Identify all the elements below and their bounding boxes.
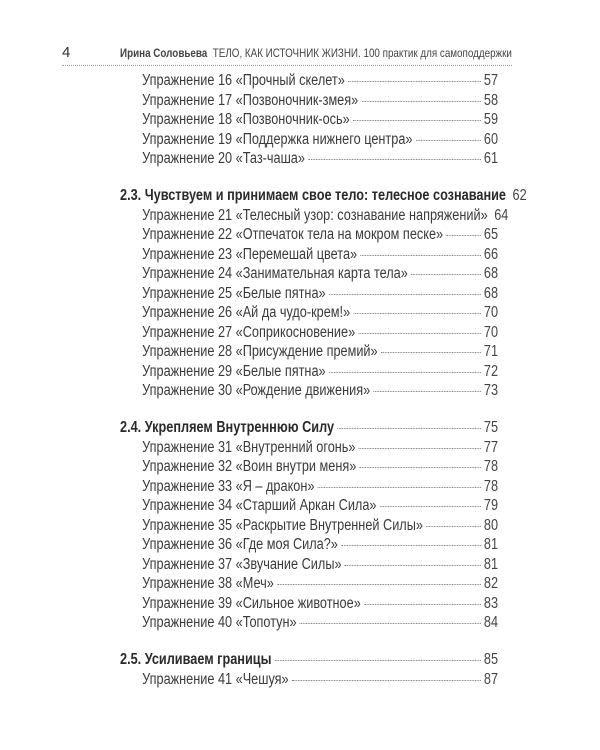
entry-page-number: 78	[483, 477, 499, 495]
toc-exercise-entry[interactable]	[120, 614, 498, 634]
entry-title: Упражнение 28 «Присуждение премий»	[142, 343, 378, 360]
entry-title: Упражнение 30 «Рождение движения»	[142, 382, 371, 399]
entry-title: Упражнение 20 «Таз-чаша»	[142, 150, 305, 167]
entry-page-number: 71	[483, 343, 499, 360]
dot-leader	[292, 680, 481, 681]
entry-title: Упражнение 32 «Воин внутри меня»	[142, 458, 357, 475]
toc-exercise-entry[interactable]	[120, 458, 498, 478]
entry-title: Упражнение 26 «Ай да чудо-крем!»	[142, 304, 351, 321]
toc-exercise-entry[interactable]	[120, 131, 498, 151]
entry-page-number: 85	[483, 651, 499, 668]
entry-title: Упражнение 40 «Топотун»	[142, 614, 297, 631]
entry-title: Упражнение 35 «Раскрытие Внутренней Силы»	[142, 516, 423, 534]
entry-page-number: 80	[483, 516, 499, 534]
toc-exercise-entry[interactable]	[120, 439, 498, 459]
dot-leader	[380, 506, 481, 507]
dot-leader	[426, 526, 480, 527]
entry-page-number: 68	[483, 284, 499, 302]
dot-leader	[361, 101, 480, 102]
book-title: ТЕЛО, КАК ИСТОЧНИК ЖИЗНИ. 100 практик для самоподдержки	[212, 46, 512, 60]
dot-leader	[416, 140, 481, 141]
entry-title: Упражнение 18 «Позвоночник-ось»	[142, 111, 350, 128]
toc-exercise-entry[interactable]	[120, 363, 498, 383]
toc-exercise-entry[interactable]	[120, 111, 498, 131]
entry-page-number: 68	[483, 265, 499, 282]
entry-title: 2.4. Укрепляем Внутреннюю Силу	[120, 419, 335, 436]
entry-page-number: 62	[512, 187, 527, 204]
dot-leader	[360, 255, 480, 256]
dot-leader	[353, 120, 481, 121]
entry-title: Упражнение 41 «Чешуя»	[142, 670, 289, 688]
toc-exercise-entry[interactable]	[120, 150, 498, 170]
entry-page-number: 70	[483, 304, 499, 321]
section-spacer	[120, 634, 498, 652]
dot-leader	[348, 81, 481, 82]
entry-title: Упражнение 29 «Белые пятна»	[142, 362, 326, 380]
toc-exercise-entry[interactable]	[120, 556, 498, 576]
dot-leader	[353, 313, 480, 314]
toc-section-entry[interactable]	[120, 651, 498, 671]
section-spacer	[120, 402, 498, 420]
entry-title: Упражнение 31 «Внутренний огонь»	[142, 438, 356, 456]
toc-exercise-entry[interactable]	[120, 517, 498, 537]
dot-leader	[345, 565, 481, 566]
entry-page-number: 77	[483, 438, 499, 456]
entry-title: Упражнение 17 «Позвоночник-змея»	[142, 91, 359, 109]
toc-section-entry[interactable]	[120, 419, 498, 439]
toc-exercise-entry[interactable]	[120, 595, 498, 615]
toc-exercise-entry[interactable]	[120, 382, 498, 402]
dot-leader	[359, 448, 481, 449]
entry-page-number: 73	[483, 382, 499, 399]
entry-title: 2.5. Усиливаем границы	[120, 651, 272, 668]
entry-title: Упражнение 27 «Соприкосновение»	[142, 323, 356, 341]
dot-leader	[300, 623, 481, 624]
entry-title: Упражнение 24 «Занимательная карта тела»	[142, 265, 408, 282]
entry-title: Упражнение 36 «Где моя Сила?»	[142, 536, 338, 553]
dot-leader	[329, 294, 481, 295]
entry-title: Упражнение 34 «Старший Аркан Сила»	[142, 497, 377, 514]
entry-page-number: 78	[483, 458, 499, 475]
entry-page-number: 65	[483, 226, 499, 243]
section-spacer	[120, 170, 498, 188]
dot-leader	[358, 333, 480, 334]
toc-exercise-entry[interactable]	[120, 478, 498, 498]
entry-page-number: 82	[483, 575, 499, 592]
toc-exercise-entry[interactable]	[120, 671, 498, 691]
toc-exercise-entry[interactable]	[120, 92, 498, 112]
toc-exercise-entry[interactable]	[120, 265, 498, 285]
entry-page-number: 72	[483, 362, 499, 380]
entry-page-number: 81	[483, 536, 499, 553]
header-divider	[62, 65, 512, 66]
toc-exercise-entry[interactable]	[120, 226, 498, 246]
dot-leader	[446, 235, 480, 236]
dot-leader	[360, 467, 481, 468]
entry-page-number: 75	[483, 419, 499, 436]
toc-exercise-entry[interactable]	[120, 575, 498, 595]
entry-page-number: 84	[483, 614, 499, 631]
toc-section-entry[interactable]	[120, 187, 527, 207]
entry-page-number: 64	[494, 206, 509, 224]
toc-exercise-entry[interactable]	[120, 246, 498, 266]
dot-leader	[337, 428, 480, 429]
toc-exercise-entry[interactable]	[120, 536, 498, 556]
page-number: 4	[62, 44, 71, 61]
dot-leader	[318, 487, 481, 488]
entry-page-number: 59	[483, 111, 499, 128]
entry-title: Упражнение 38 «Меч»	[142, 575, 274, 592]
dot-leader	[341, 545, 480, 546]
toc-exercise-entry[interactable]	[120, 343, 498, 363]
toc-exercise-entry[interactable]	[120, 497, 498, 517]
entry-title: Упражнение 19 «Поддержка нижнего центра»	[142, 130, 413, 148]
toc-exercise-entry[interactable]	[120, 304, 498, 324]
entry-title: Упражнение 21 «Телесный узор: сознавание напряжений»	[142, 206, 488, 224]
dot-leader	[381, 352, 481, 353]
entry-page-number: 61	[483, 150, 499, 167]
entry-page-number: 87	[483, 670, 499, 688]
entry-page-number: 83	[483, 594, 499, 612]
entry-page-number: 60	[483, 130, 499, 148]
entry-page-number: 79	[483, 497, 499, 514]
entry-page-number: 57	[483, 72, 499, 89]
table-of-contents	[120, 72, 527, 690]
dot-leader	[329, 372, 481, 373]
dot-leader	[308, 159, 480, 160]
entry-title: Упражнение 25 «Белые пятна»	[142, 284, 326, 302]
dot-leader	[364, 604, 481, 605]
toc-exercise-entry[interactable]	[120, 285, 498, 305]
entry-title: Упражнение 16 «Прочный скелет»	[142, 72, 345, 89]
entry-title: Упражнение 37 «Звучание Силы»	[142, 555, 342, 573]
entry-title: Упражнение 39 «Сильное животное»	[142, 594, 361, 612]
dot-leader	[373, 391, 480, 392]
dot-leader	[277, 584, 481, 585]
entry-page-number: 81	[483, 555, 499, 573]
running-title	[120, 46, 512, 60]
entry-title: Упражнение 33 «Я – дракон»	[142, 477, 315, 495]
dot-leader	[275, 660, 481, 661]
toc-exercise-entry[interactable]	[120, 206, 509, 227]
toc-exercise-entry[interactable]	[120, 72, 498, 92]
entry-page-number: 66	[483, 245, 499, 263]
author-name: Ирина Соловьева	[120, 46, 208, 60]
running-header	[62, 44, 512, 62]
entry-page-number: 58	[483, 91, 499, 109]
entry-title: Упражнение 22 «Отпечаток тела на мокром песке»	[142, 226, 444, 243]
entry-title: Упражнение 23 «Перемешай цвета»	[142, 245, 358, 263]
toc-exercise-entry[interactable]	[120, 324, 498, 344]
entry-title: 2.3. Чувствуем и принимаем свое тело: телесное сознавание	[120, 187, 507, 204]
dot-leader	[411, 274, 480, 275]
entry-page-number: 70	[483, 323, 499, 341]
